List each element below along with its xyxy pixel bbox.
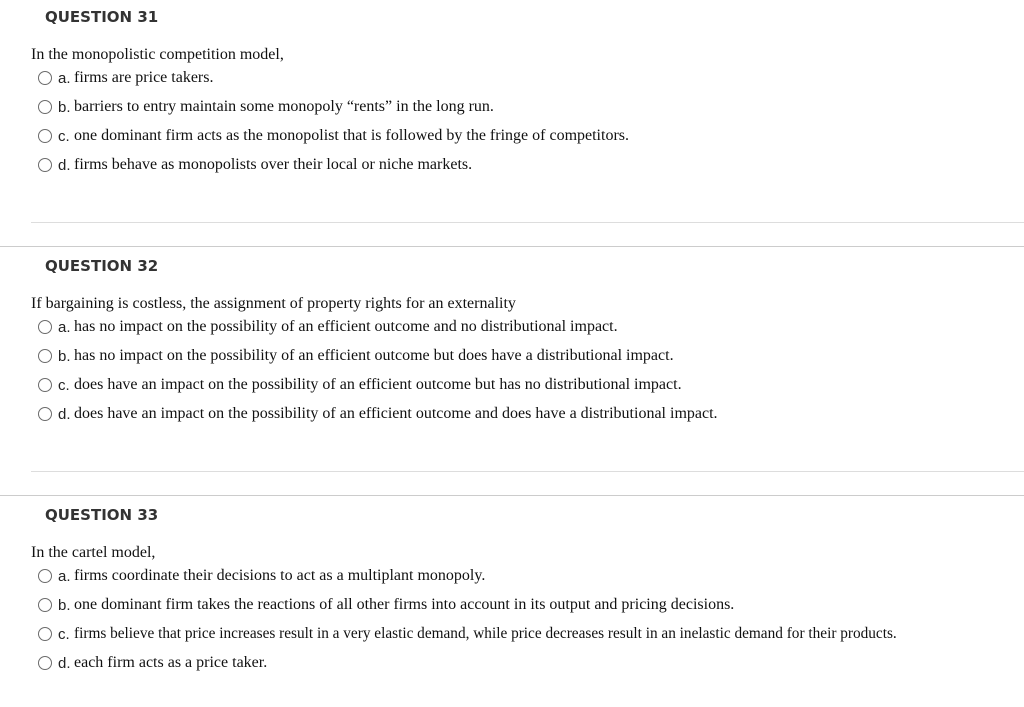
question-divider	[31, 471, 1024, 472]
option-letter: d.	[58, 654, 71, 672]
option-b[interactable]	[38, 346, 674, 366]
question-title: QUESTION 31	[45, 8, 159, 26]
radio-unselected-icon[interactable]	[38, 158, 52, 172]
option-text: does have an impact on the possibility of an efficient outcome but has no distributional impact.	[74, 376, 682, 393]
option-text: one dominant firm acts as the monopolist that is followed by the fringe of competitors.	[74, 127, 629, 144]
option-letter: c.	[58, 625, 70, 643]
option-text: one dominant firm takes the reactions of all other firms into account in its output and pricing decisions.	[74, 596, 735, 613]
radio-unselected-icon[interactable]	[38, 569, 52, 583]
section-divider	[0, 246, 1024, 247]
option-c[interactable]	[38, 624, 897, 644]
option-text: each firm acts as a price taker.	[74, 654, 268, 671]
radio-unselected-icon[interactable]	[38, 378, 52, 392]
option-text: does have an impact on the possibility of an efficient outcome and does have a distributional impact.	[74, 405, 718, 422]
radio-unselected-icon[interactable]	[38, 349, 52, 363]
radio-unselected-icon[interactable]	[38, 407, 52, 421]
question-title: QUESTION 32	[45, 257, 159, 275]
option-text: firms behave as monopolists over their local or niche markets.	[74, 156, 473, 173]
option-letter: d.	[58, 156, 71, 174]
option-letter: b.	[58, 98, 71, 116]
option-text: firms believe that price increases result in a very elastic demand, while price decreases result in an inelastic demand for their products.	[74, 625, 897, 642]
option-text: has no impact on the possibility of an efficient outcome but does have a distributional impact.	[74, 347, 674, 364]
question-prompt: In the cartel model,	[31, 544, 156, 561]
option-c[interactable]	[38, 375, 682, 395]
option-d[interactable]	[38, 653, 267, 673]
question-prompt: If bargaining is costless, the assignment of property rights for an externality	[31, 295, 516, 312]
question-divider	[31, 222, 1024, 223]
option-letter: c.	[58, 376, 70, 394]
option-b[interactable]	[38, 97, 494, 117]
option-text: has no impact on the possibility of an efficient outcome and no distributional impact.	[74, 318, 618, 335]
option-a[interactable]	[38, 68, 213, 88]
option-letter: a.	[58, 567, 71, 585]
option-letter: a.	[58, 69, 71, 87]
question-prompt: In the monopolistic competition model,	[31, 46, 284, 63]
option-b[interactable]	[38, 595, 734, 615]
section-divider	[0, 495, 1024, 496]
option-d[interactable]	[38, 155, 472, 175]
option-letter: b.	[58, 596, 71, 614]
option-letter: a.	[58, 318, 71, 336]
radio-unselected-icon[interactable]	[38, 320, 52, 334]
radio-unselected-icon[interactable]	[38, 627, 52, 641]
option-letter: d.	[58, 405, 71, 423]
radio-unselected-icon[interactable]	[38, 71, 52, 85]
radio-unselected-icon[interactable]	[38, 100, 52, 114]
option-a[interactable]	[38, 317, 618, 337]
option-text: barriers to entry maintain some monopoly “rents” in the long run.	[74, 98, 494, 115]
radio-unselected-icon[interactable]	[38, 129, 52, 143]
option-text: firms coordinate their decisions to act as a multiplant monopoly.	[74, 567, 486, 584]
radio-unselected-icon[interactable]	[38, 598, 52, 612]
option-c[interactable]	[38, 126, 629, 146]
option-letter: c.	[58, 127, 70, 145]
option-text: firms are price takers.	[74, 69, 214, 86]
option-a[interactable]	[38, 566, 485, 586]
option-d[interactable]	[38, 404, 718, 424]
question-title: QUESTION 33	[45, 506, 159, 524]
radio-unselected-icon[interactable]	[38, 656, 52, 670]
option-letter: b.	[58, 347, 71, 365]
